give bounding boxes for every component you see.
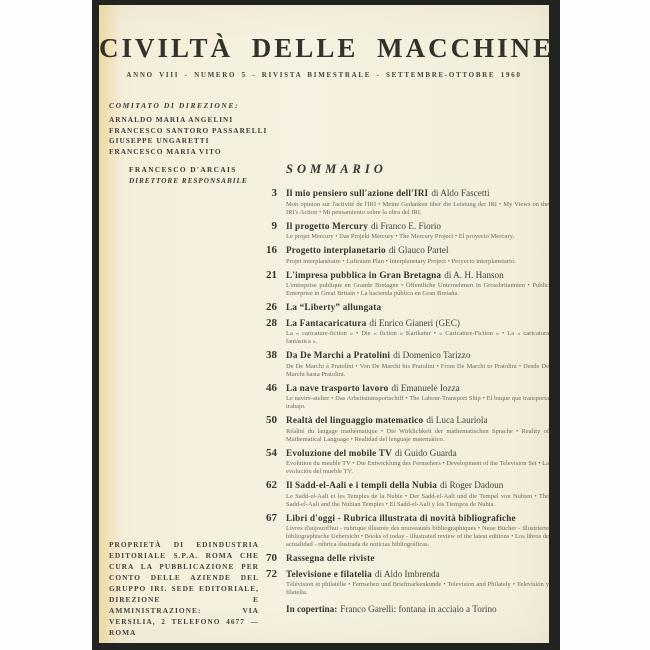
toc-entry-translations: L'entreprise publique en Grande Bretagne • Öffentliche Unternehmen in Grossbritannien • Public Enterprise in Great Britain • La hacienda pública en Gran Bretaña.	[286, 282, 549, 297]
toc-entry	[259, 221, 549, 242]
toc-entry-translations: Evolution du meuble TV • Die Entwicklung des Fernsehers • Development of the Television Set • La evolución del mueble TV.	[286, 460, 549, 475]
director-role: DIRETTORE RESPONSABILE	[129, 177, 248, 185]
toc-entry	[259, 302, 549, 314]
toc-entry-author: di Emanuele Iozza	[391, 382, 460, 393]
toc-entry-page-number: 38	[266, 349, 277, 361]
page-title: CIVILTÀ DELLE MACCHINE	[99, 33, 555, 63]
toc-entry-title: Il mio pensiero sull'azione dell'IRI	[286, 188, 429, 198]
toc-entry-translations: Projet interplanétaire • Luftraum Plan • Interplanetary Project • Proyecto interplanetario.	[286, 257, 516, 265]
page-subtitle: ANNO VIII - NUMERO 5 - RIVISTA BIMESTRALE - SETTEMBRE-OTTOBRE 1960	[126, 71, 522, 79]
toc-entry-author: di Guido Guarda	[394, 447, 457, 458]
toc-entry-title: Rassegna delle riviste	[286, 553, 375, 563]
toc-entry-author: di Glauco Partel	[388, 245, 449, 255]
toc-entry-page-number: 46	[266, 381, 277, 394]
toc-entry	[259, 188, 549, 217]
toc-entry-page-number: 21	[266, 268, 277, 281]
toc-entry-title: La “Liberty” allungata	[286, 302, 382, 312]
toc-entry	[259, 350, 549, 379]
toc-entry	[259, 480, 549, 509]
toc-entry-title: La Fantacaricatura	[286, 317, 367, 328]
toc-entry-translations: Télévision et philatélie • Fernsehen und Briefmarkenkunde • Television and Philately • Televisión y filatelia.	[286, 581, 549, 596]
toc-entry-author: di Roger Dadoun	[440, 480, 504, 490]
committee-heading: COMITATO DI DIREZIONE:	[109, 101, 240, 110]
toc-entry-page-number: 70	[266, 552, 277, 564]
committee-member: ARNALDO MARIA ANGELINI	[109, 115, 234, 124]
publisher-note: PROPRIETÀ DI EDINDUSTRIA EDITORIALE S.P.A. ROMA CHE CURA LA PUBBLICAZIONE PER CONTO DELLE AZIENDE DEL GRUPPO IRI. SEDE EDITORIALE, DIREZIONE E AMMINISTRAZIONE: VIA VERSILIA, 2 TELEFONO 4677 — ROMA	[109, 540, 259, 637]
toc-entry-translations: La « caricature-fiction » • Die « fiction » Karikatur • « Caricature-Fiction » • La « caricatura fantástica ».	[286, 330, 549, 345]
toc-entry-page-number: 28	[266, 316, 277, 329]
director-block	[109, 165, 263, 185]
toc-entry-title: Progetto interplanetario	[286, 245, 386, 255]
toc-entry	[259, 553, 549, 565]
toc-entry-translations: Réalité du langage mathématique • Die Wirklichkeit der mathematischen Sprache • Reality of Mathematical Language • Realidad del lenguaje matemático.	[286, 427, 549, 443]
toc-entry	[259, 270, 549, 299]
committee-member: GIUSEPPE UNGARETTI	[109, 136, 210, 145]
toc-entry-page-number: 50	[266, 414, 277, 426]
book-edge	[92, 0, 560, 650]
toc-entry-translations: Livres d'aujourd'hui - rubrique illustrée des nouveautés bibliographiques • Neue Bücher - illustrierte bibliographische Uebersicht • Books of today - illustrated review of the latest editions • Los libros de actualidad - rúbrica ilustrada de noticias bibliográficas.	[286, 525, 549, 548]
toc-entry-translations: Le projet Mercury • Das Projekt Mercury • The Mercury Project • El proyecto Mercury.	[286, 233, 515, 240]
toc-entry-page-number: 54	[266, 446, 277, 459]
toc-entry-page-number: 26	[266, 301, 277, 313]
cover-caption	[286, 604, 549, 614]
toc-entry-title: Realtà del linguaggio matematico	[286, 415, 424, 425]
cover-caption-label: In copertina:	[286, 604, 338, 614]
director-name: FRANCESCO D'ARCAIS	[129, 165, 237, 174]
toc-heading: SOMMARIO	[286, 162, 387, 176]
toc-entry	[259, 383, 549, 412]
committee-member: FRANCESCO SANTORO PASSARELLI	[109, 125, 268, 135]
table-of-contents	[259, 162, 549, 614]
toc-entry-page-number: 9	[271, 219, 277, 232]
toc-entry-author: di Domenico Tarizzo	[393, 350, 471, 360]
cover-caption-text: Franco Garelli: fontana in acciaio a Torino	[340, 604, 497, 614]
toc-entry-title: L'impresa pubblica in Gran Bretagna	[286, 269, 442, 280]
toc-entry-page-number: 67	[266, 511, 277, 524]
toc-entry-title: Televisione e filatelia	[286, 568, 372, 579]
toc-entry-title: Da De Marchi a Pratolini	[286, 350, 391, 360]
toc-entry-title: La nave trasporto lavoro	[286, 382, 389, 393]
toc-entry-title: Il progetto Mercury	[286, 220, 369, 231]
magazine-page	[99, 5, 555, 643]
toc-entry-page-number: 16	[266, 244, 277, 256]
toc-entry-page-number: 3	[271, 187, 277, 199]
toc-entry	[259, 569, 549, 598]
toc-entry-title: Il Sadd-el-Aali e i templi della Nubia	[286, 480, 438, 490]
toc-entry-translations: Le Sadd-el-Aali et les Temples de la Nubie • Der Sadd-el-Aali und die Tempel von Nubien • The Sadd-el-Aali and the Nubian Temples • El Sadd-el-Aali y los Tiempos de Nubia.	[286, 492, 549, 508]
committee-member: FRANCESCO MARIA VITO	[109, 146, 222, 156]
toc-entry	[259, 245, 549, 266]
toc-entry	[259, 415, 549, 444]
toc-entry-author: di Franco E. Fiorio	[371, 220, 441, 231]
toc-entry	[259, 318, 549, 347]
toc-entry-translations: Le navire-atelier • Das Arbeitstransportschiff • The Labour-Transport Ship • El buque que transporta trabajo.	[286, 395, 549, 410]
committee-block	[109, 101, 268, 185]
toc-entry-page-number: 62	[266, 479, 277, 491]
toc-entry-translations: De De Marchi à Pratolini • Von De Marchi bis Pratolini • From De Marchi to Pratolini • Desde De Marchi hasta Pratolini.	[286, 362, 549, 378]
toc-entry	[259, 448, 549, 477]
toc-entry	[259, 513, 549, 550]
toc-entry-author: di Luca Lauriola	[426, 415, 488, 425]
toc-entry-author: di Enrico Gianeri (GEC)	[369, 317, 460, 328]
toc-entry-translations: Mon opinion sur l'activité de l'IRI • Meine Gedanken über die Leistung der IRI • My Views on the IRI's Action • Mi pensamiento sobre la obra del IRI.	[286, 200, 549, 216]
toc-entry-title: Evoluzione del mobile TV	[286, 447, 392, 458]
toc-entry-author: di Aldo Fascetti	[431, 188, 490, 198]
toc-entry-page-number: 72	[266, 567, 277, 580]
toc-entry-title: Libri d'oggi - Rubrica illustrata di novità bibliografiche	[286, 512, 516, 523]
toc-entry-author: di A. H. Hanson	[444, 269, 504, 280]
masthead	[99, 5, 555, 79]
toc-entry-author: di Aldo Imbrenda	[374, 568, 440, 579]
